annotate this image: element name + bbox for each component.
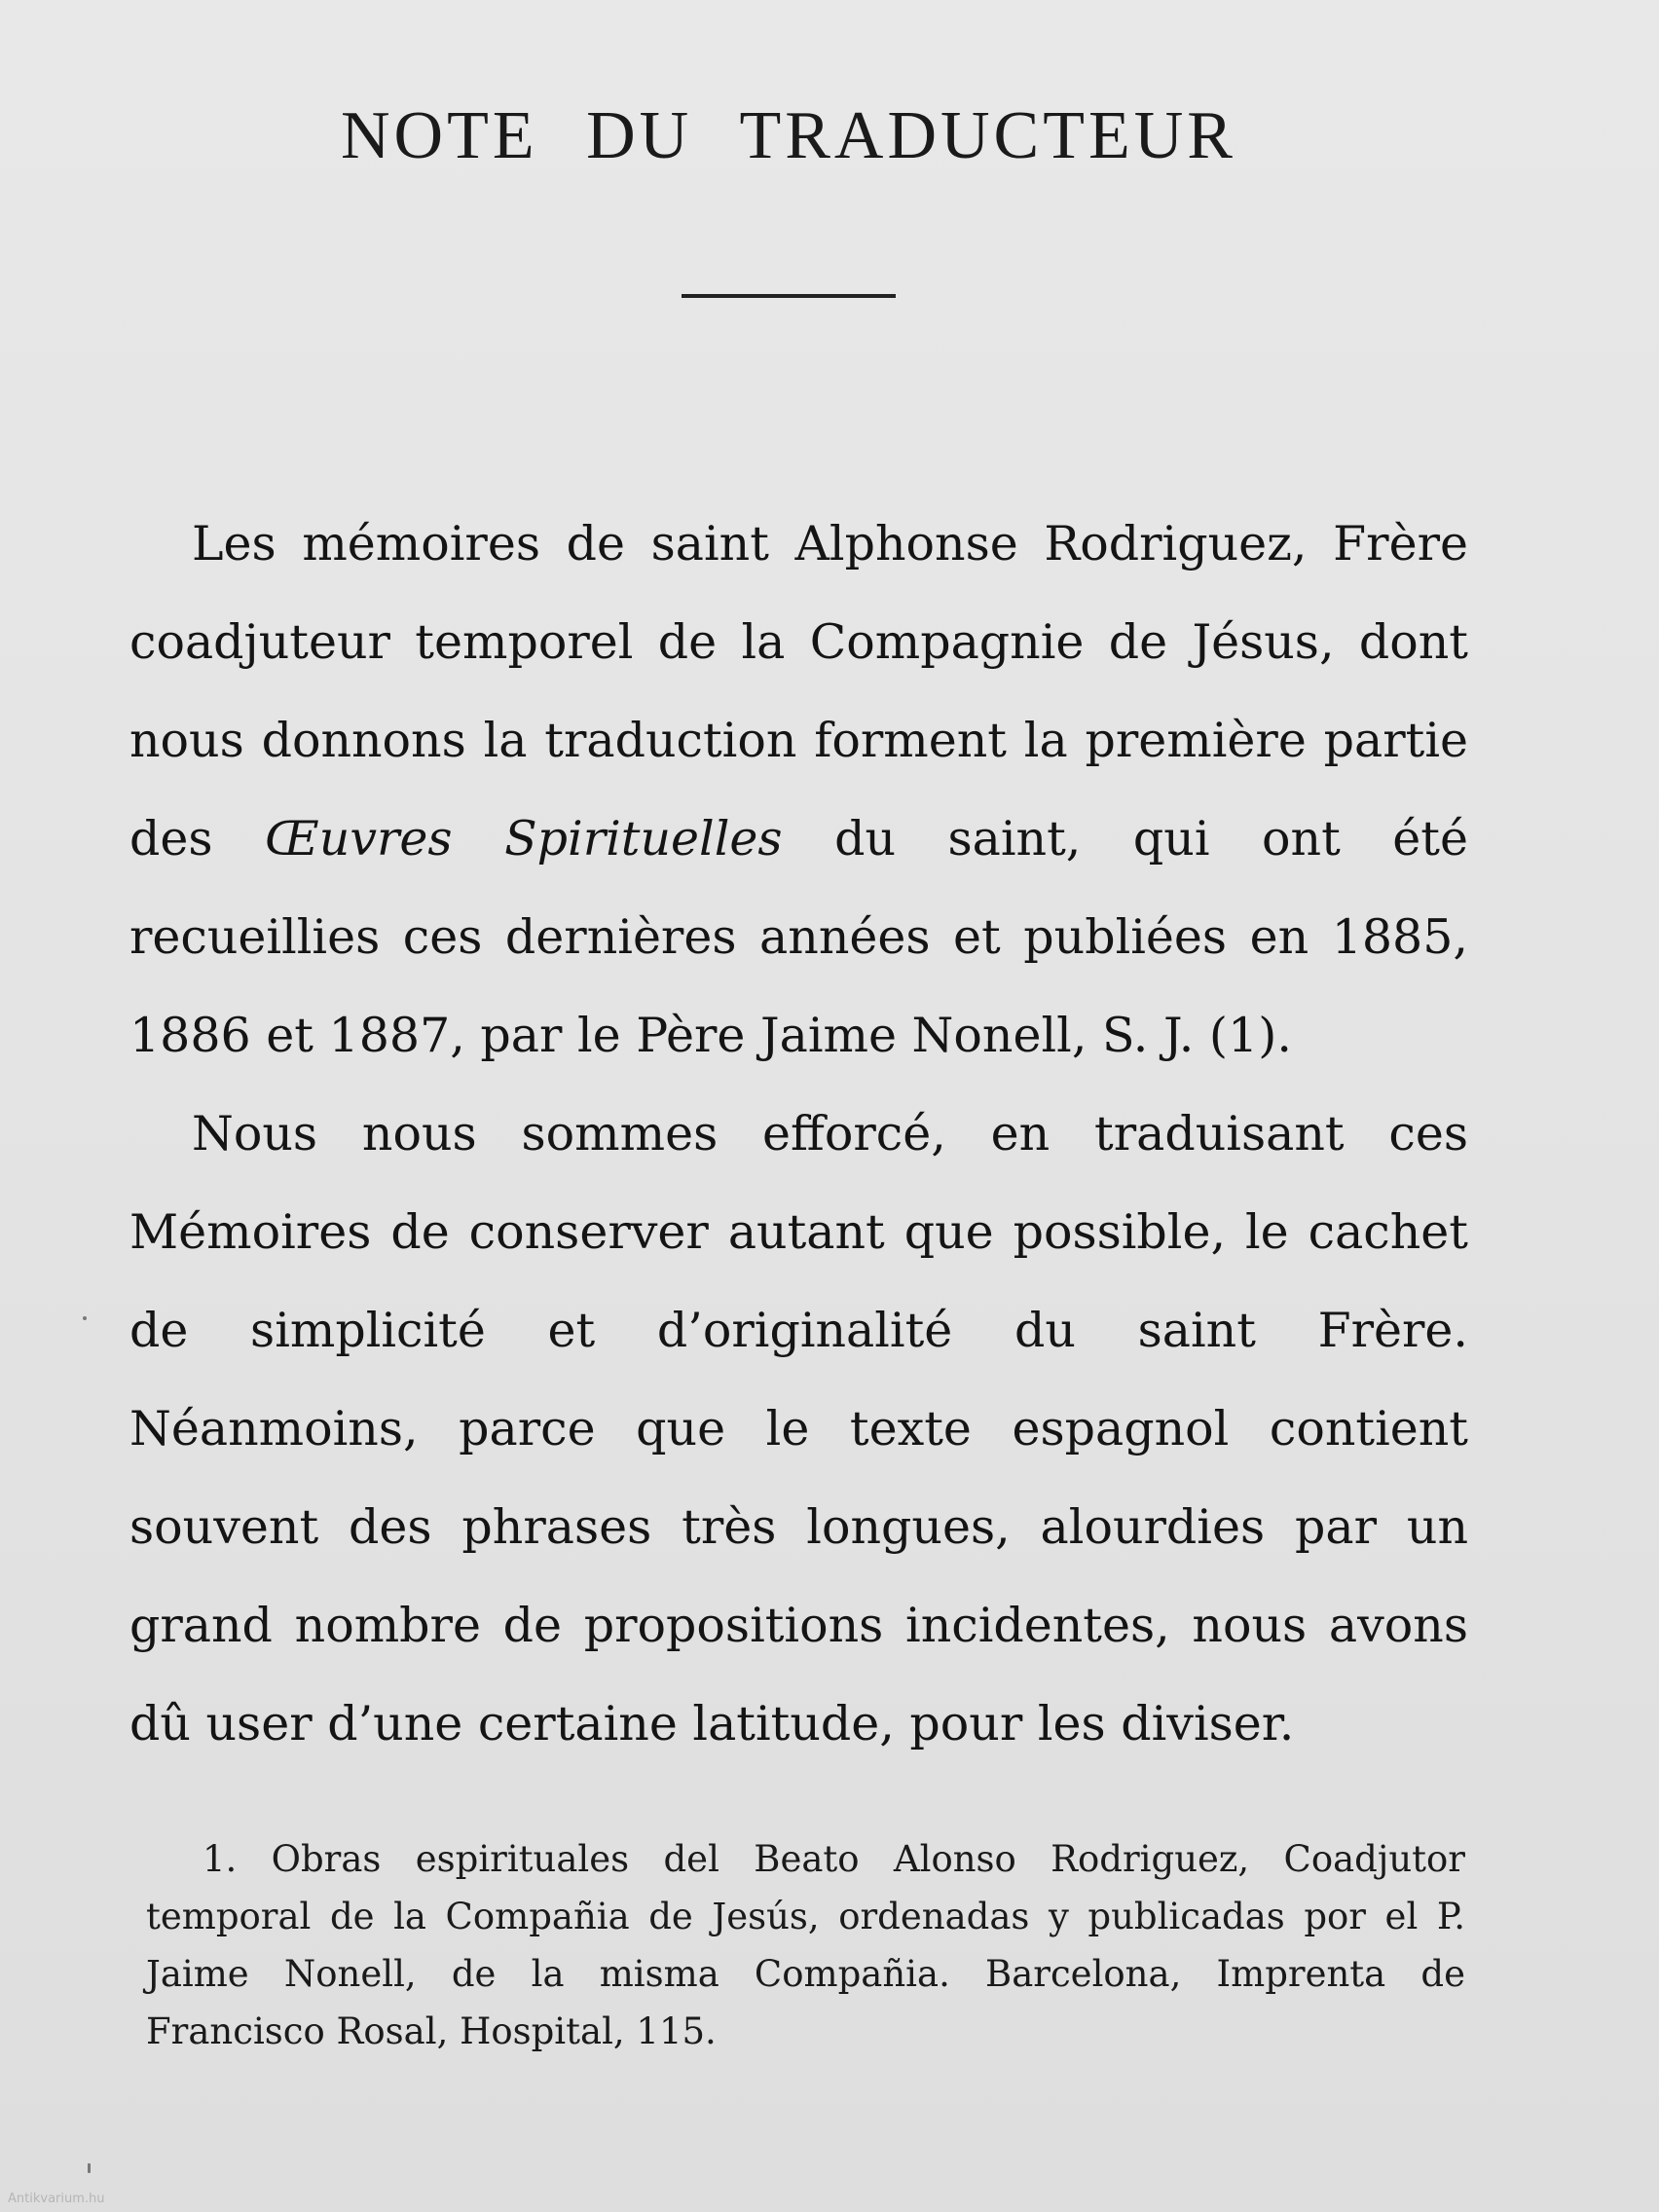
paper-speck [83, 1316, 87, 1320]
footnote-text: 1. Obras espirituales del Beato Alonso Rodriguez, Coadjutor temporal de la Compañia de Jesús, ordenadas y publicadas por el P. Jaime Nonell, de la misma Compañia. Barcelona, Imprenta de Francisco Rosal, Hospital, 115. [146, 1838, 1465, 2052]
title-divider [682, 294, 896, 298]
paragraph-1-end: du saint, qui ont été recueillies ces dernières années et publiées en 1885, 1886 et 1887, par le Père Jaime Nonell, S. J. (1). [129, 811, 1468, 1063]
page-title: NOTE DU TRADUCTEUR [340, 98, 1236, 173]
paragraph-2: Nous nous sommes efforcé, en traduisant ces Mémoires de conserver autant que possible, le cachet de simplicité et d’originalité du saint Frère. Néanmoins, parce que le texte espagnol contient souvent des phrases très longues, alourdies par un grand nombre de propositions incidentes, nous avons dû user d’une certaine latitude, pour les diviser. [129, 1106, 1468, 1751]
footnote [146, 1830, 1465, 2060]
work-title-italic: Œuvres Spirituelles [265, 811, 783, 866]
main-text [129, 495, 1468, 1773]
watermark: Antikvarium.hu [8, 2192, 105, 2206]
paragraph-1 [129, 495, 1468, 1085]
paper-speck [88, 2163, 91, 2173]
paragraph-1-start: Les mémoires de saint Alphonse Rodriguez, Frère coadjuteur temporel de la Compagnie de Jésus, dont nous donnons la traduction forment la première partie des [129, 516, 1468, 866]
